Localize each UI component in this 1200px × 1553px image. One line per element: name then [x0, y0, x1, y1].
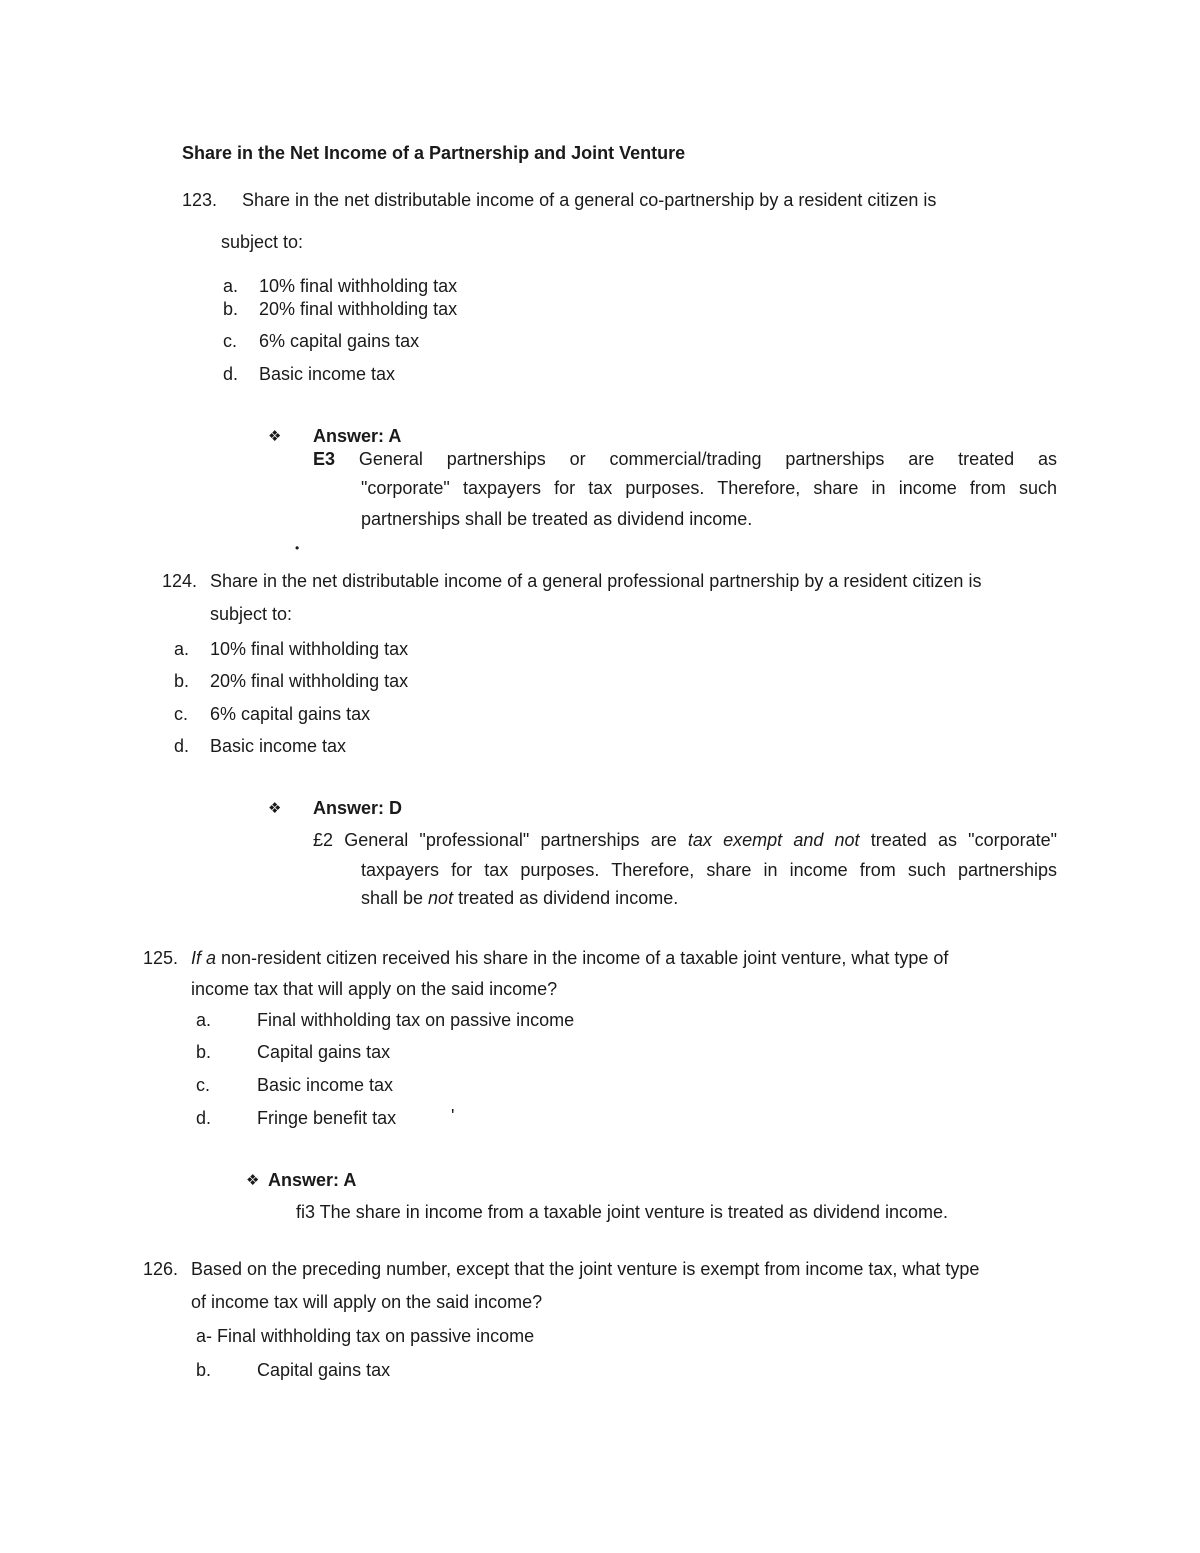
explanation-italic: tax exempt and not: [687, 830, 860, 850]
bullet-icon: •: [295, 541, 300, 555]
explanation-line: [313, 829, 1057, 851]
diamond-bullet-icon: ❖: [268, 427, 282, 445]
question-text: income tax that will apply on the said income?: [191, 979, 558, 999]
question-number: 123.: [182, 190, 218, 210]
answer-label: Answer: A: [268, 1170, 357, 1190]
option-text: 10% final withholding tax: [210, 639, 409, 659]
explanation-text: treated as "corporate": [859, 830, 1057, 850]
option-text: Capital gains tax: [257, 1042, 391, 1062]
explanation-italic: not: [428, 888, 454, 908]
answer-label: Answer: A: [313, 426, 402, 446]
option-text: Capital gains tax: [257, 1360, 391, 1380]
question-text: subject to:: [210, 604, 293, 624]
option-letter: b.: [196, 1042, 212, 1062]
page-title: Share in the Net Income of a Partnership and Joint Venture: [182, 143, 686, 163]
option-letter: b.: [174, 671, 190, 691]
option-letter: b.: [223, 299, 239, 319]
option-text: Basic income tax: [259, 364, 396, 384]
explanation-line: [361, 887, 678, 909]
diamond-bullet-icon: ❖: [268, 799, 282, 817]
explanation-text: treated as dividend income.: [453, 888, 679, 908]
question-text: Based on the preceding number, except that the joint venture is exempt from income tax, what type: [191, 1259, 980, 1279]
question-text: of income tax will apply on the said income?: [191, 1292, 543, 1312]
stray-mark: ': [451, 1106, 455, 1126]
explanation-text: £2 General "professional" partnerships are: [313, 830, 688, 850]
option-letter: d.: [223, 364, 239, 384]
question-number: 124.: [162, 571, 198, 591]
option-text: 20% final withholding tax: [210, 671, 409, 691]
question-text: [191, 947, 948, 969]
explanation-text: shall be: [361, 888, 429, 908]
option-letter: b.: [196, 1360, 212, 1380]
option-text: 6% capital gains tax: [259, 331, 420, 351]
option-text: Final withholding tax on passive income: [257, 1010, 575, 1030]
option-text: Basic income tax: [210, 736, 347, 756]
option-letter: d.: [174, 736, 190, 756]
option-letter: a.: [174, 639, 190, 659]
explanation-line: [313, 448, 1057, 470]
option-text: 6% capital gains tax: [210, 704, 371, 724]
explanation-text: General partnerships or commercial/trading partnerships are treated as: [358, 449, 1057, 469]
question-text: subject to:: [221, 232, 304, 252]
explanation-line: "corporate" taxpayers for tax purposes. Therefore, share in income from such: [361, 478, 1057, 498]
question-text: Share in the net distributable income of a general co-partnership by a resident citizen is: [242, 190, 937, 210]
option-text: a- Final withholding tax on passive income: [196, 1326, 535, 1346]
question-italic: If a: [191, 948, 217, 968]
option-letter: a.: [223, 276, 239, 296]
explanation-line: taxpayers for tax purposes. Therefore, share in income from such partnerships: [361, 860, 1057, 880]
explanation-line: partnerships shall be treated as dividend income.: [361, 509, 753, 529]
option-text: Basic income tax: [257, 1075, 394, 1095]
option-text: 20% final withholding tax: [259, 299, 458, 319]
option-letter: d.: [196, 1108, 212, 1128]
question-text: Share in the net distributable income of a general professional partnership by a resident citizen is: [210, 571, 982, 591]
question-number: 125.: [143, 948, 179, 968]
answer-label: Answer: D: [313, 798, 403, 818]
option-letter: c.: [196, 1075, 211, 1095]
option-letter: c.: [223, 331, 238, 351]
question-text-rest: non-resident citizen received his share in the income of a taxable joint venture, what type of: [216, 948, 949, 968]
option-letter: a.: [196, 1010, 212, 1030]
question-number: 126.: [143, 1259, 179, 1279]
option-text: 10% final withholding tax: [259, 276, 458, 296]
diamond-bullet-icon: ❖: [246, 1171, 260, 1189]
option-letter: c.: [174, 704, 189, 724]
option-text: Fringe benefit tax: [257, 1108, 397, 1128]
explanation-line: fi3 The share in income from a taxable joint venture is treated as dividend income.: [296, 1202, 949, 1222]
explanation-prefix: E3: [313, 449, 336, 469]
